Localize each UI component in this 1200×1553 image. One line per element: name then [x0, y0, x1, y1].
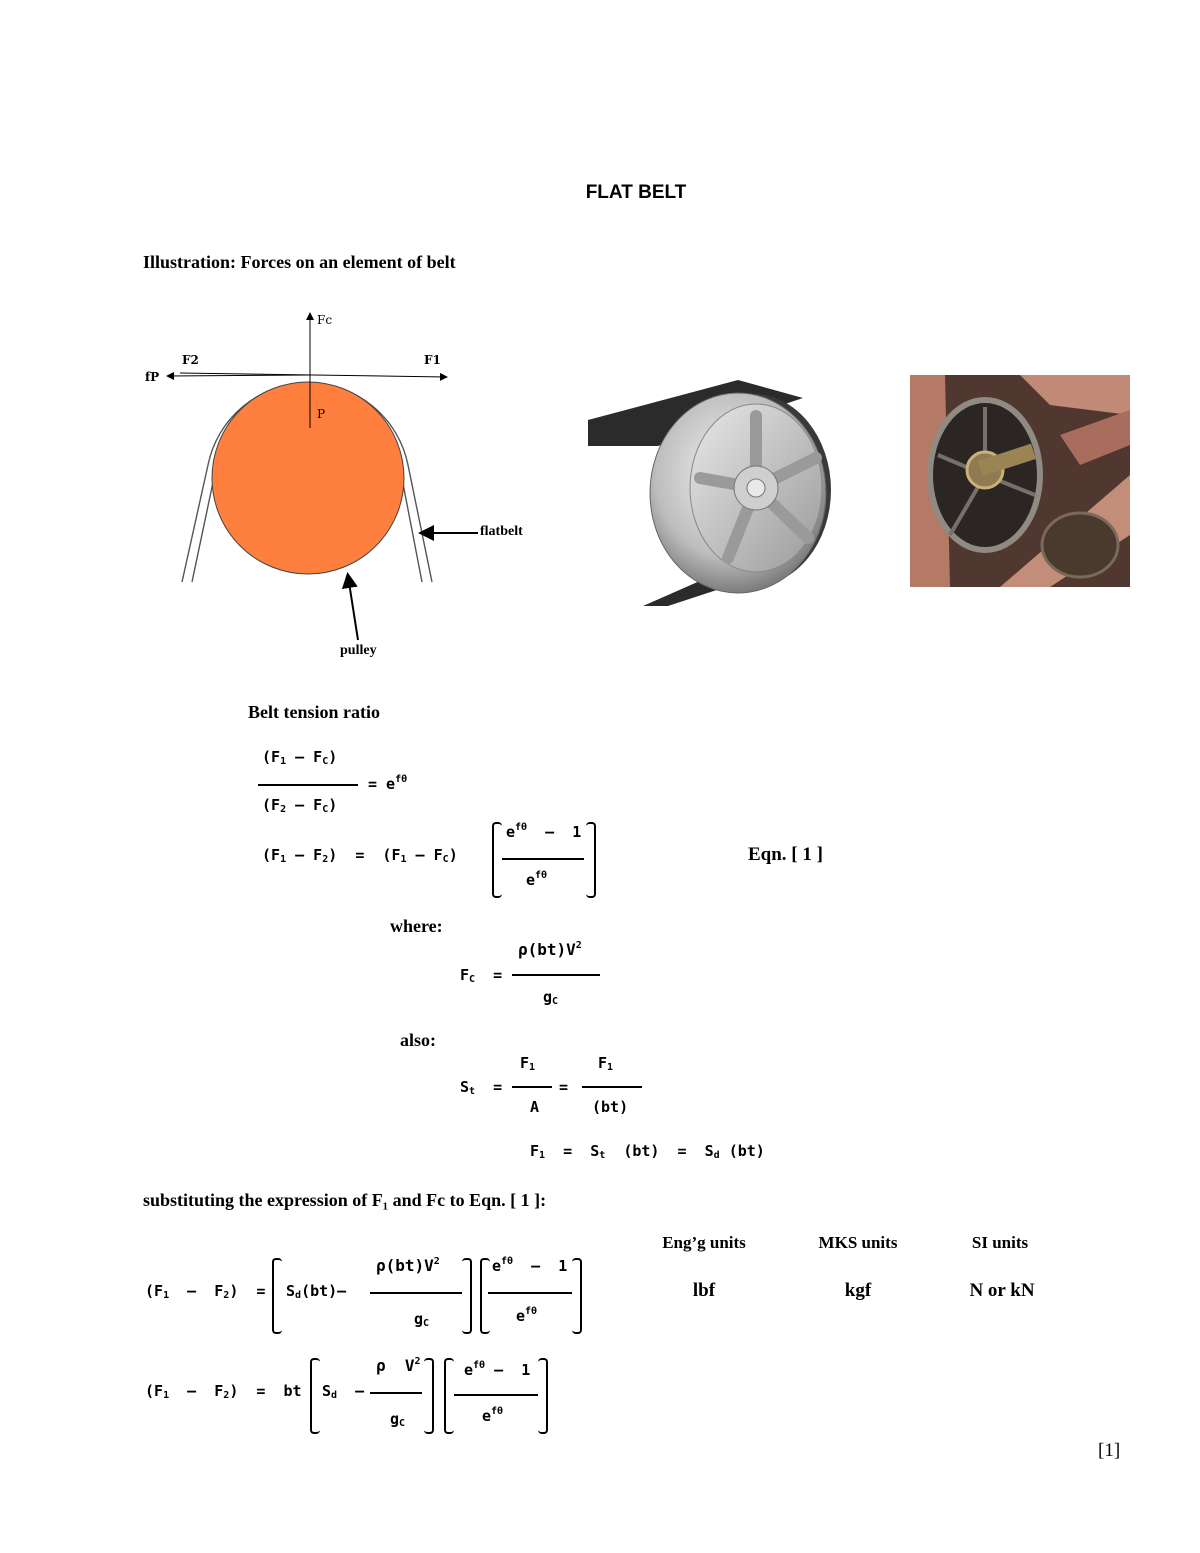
units-header-mks: MKS units	[818, 1233, 898, 1252]
ratio-numerator: $(F_1 - F_C)$	[262, 748, 338, 767]
also-label: also:	[400, 1030, 436, 1050]
fc-lhs: $F_C$ =	[460, 966, 503, 985]
units-header-engg: Eng’g units	[662, 1233, 746, 1252]
ratio-rhs: = $e^{f\theta}$	[368, 774, 408, 793]
page-title: FLAT BELT	[585, 182, 687, 203]
where-label: where:	[390, 916, 443, 936]
ratio-fraction-bar	[258, 784, 358, 786]
f2-arrow	[168, 375, 310, 376]
f1-expression: $F_1 = S_t$ $(bt) = S_d$ (bt)	[530, 1142, 765, 1161]
eqn1-numerator: $e^{f\theta} - 1$	[506, 822, 582, 841]
page-number: [1]	[1098, 1440, 1121, 1461]
substituting-heading: substituting the expression of F₁ and Fc to Eqn. [ 1 ]:	[143, 1190, 547, 1210]
belt-photo-illustration	[910, 375, 1130, 587]
eqn1-lhs: $(F_1 - F_2) = (F_1 - F_C)$	[262, 846, 458, 865]
belt-force-diagram	[140, 300, 560, 670]
label-p: P	[317, 407, 326, 421]
pulley-circle	[212, 382, 404, 574]
f1-arrow	[180, 373, 446, 377]
belt-tension-ratio-heading: Belt tension ratio	[248, 702, 380, 722]
label-f2: F2	[182, 353, 199, 367]
fc-denominator: $g_C$	[543, 988, 559, 1007]
units-value-engg: lbf	[692, 1280, 716, 1301]
units-value-mks: kgf	[844, 1280, 872, 1301]
eqn1-label: Eqn. [ 1 ]	[748, 844, 823, 865]
illustration-heading: Illustration: Forces on an element of belt	[143, 252, 456, 272]
units-header-si: SI units	[971, 1233, 1029, 1252]
eqn1-denominator: $e^{f\theta}$	[526, 870, 548, 889]
label-pulley: pulley	[340, 643, 377, 658]
label-f1: F1	[424, 353, 441, 367]
st-lhs: $S_t$ =	[460, 1078, 503, 1097]
sub-eqn2-lhs: $(F_1 - F_2)$ = bt	[145, 1382, 302, 1401]
fc-numerator: $\rho(bt)V^2$	[518, 940, 582, 959]
pulley-3d-illustration	[588, 378, 838, 610]
units-value-si: N or kN	[969, 1280, 1035, 1301]
label-flatbelt: flatbelt	[480, 524, 523, 539]
label-fc: Fc	[317, 313, 333, 327]
label-fp: fP	[145, 370, 160, 384]
pulley-arrow	[348, 576, 358, 640]
ratio-denominator: $(F_2 - F_C)$	[262, 796, 338, 815]
sub-eqn1-lhs: $(F_1 - F_2)$ =	[145, 1282, 266, 1301]
